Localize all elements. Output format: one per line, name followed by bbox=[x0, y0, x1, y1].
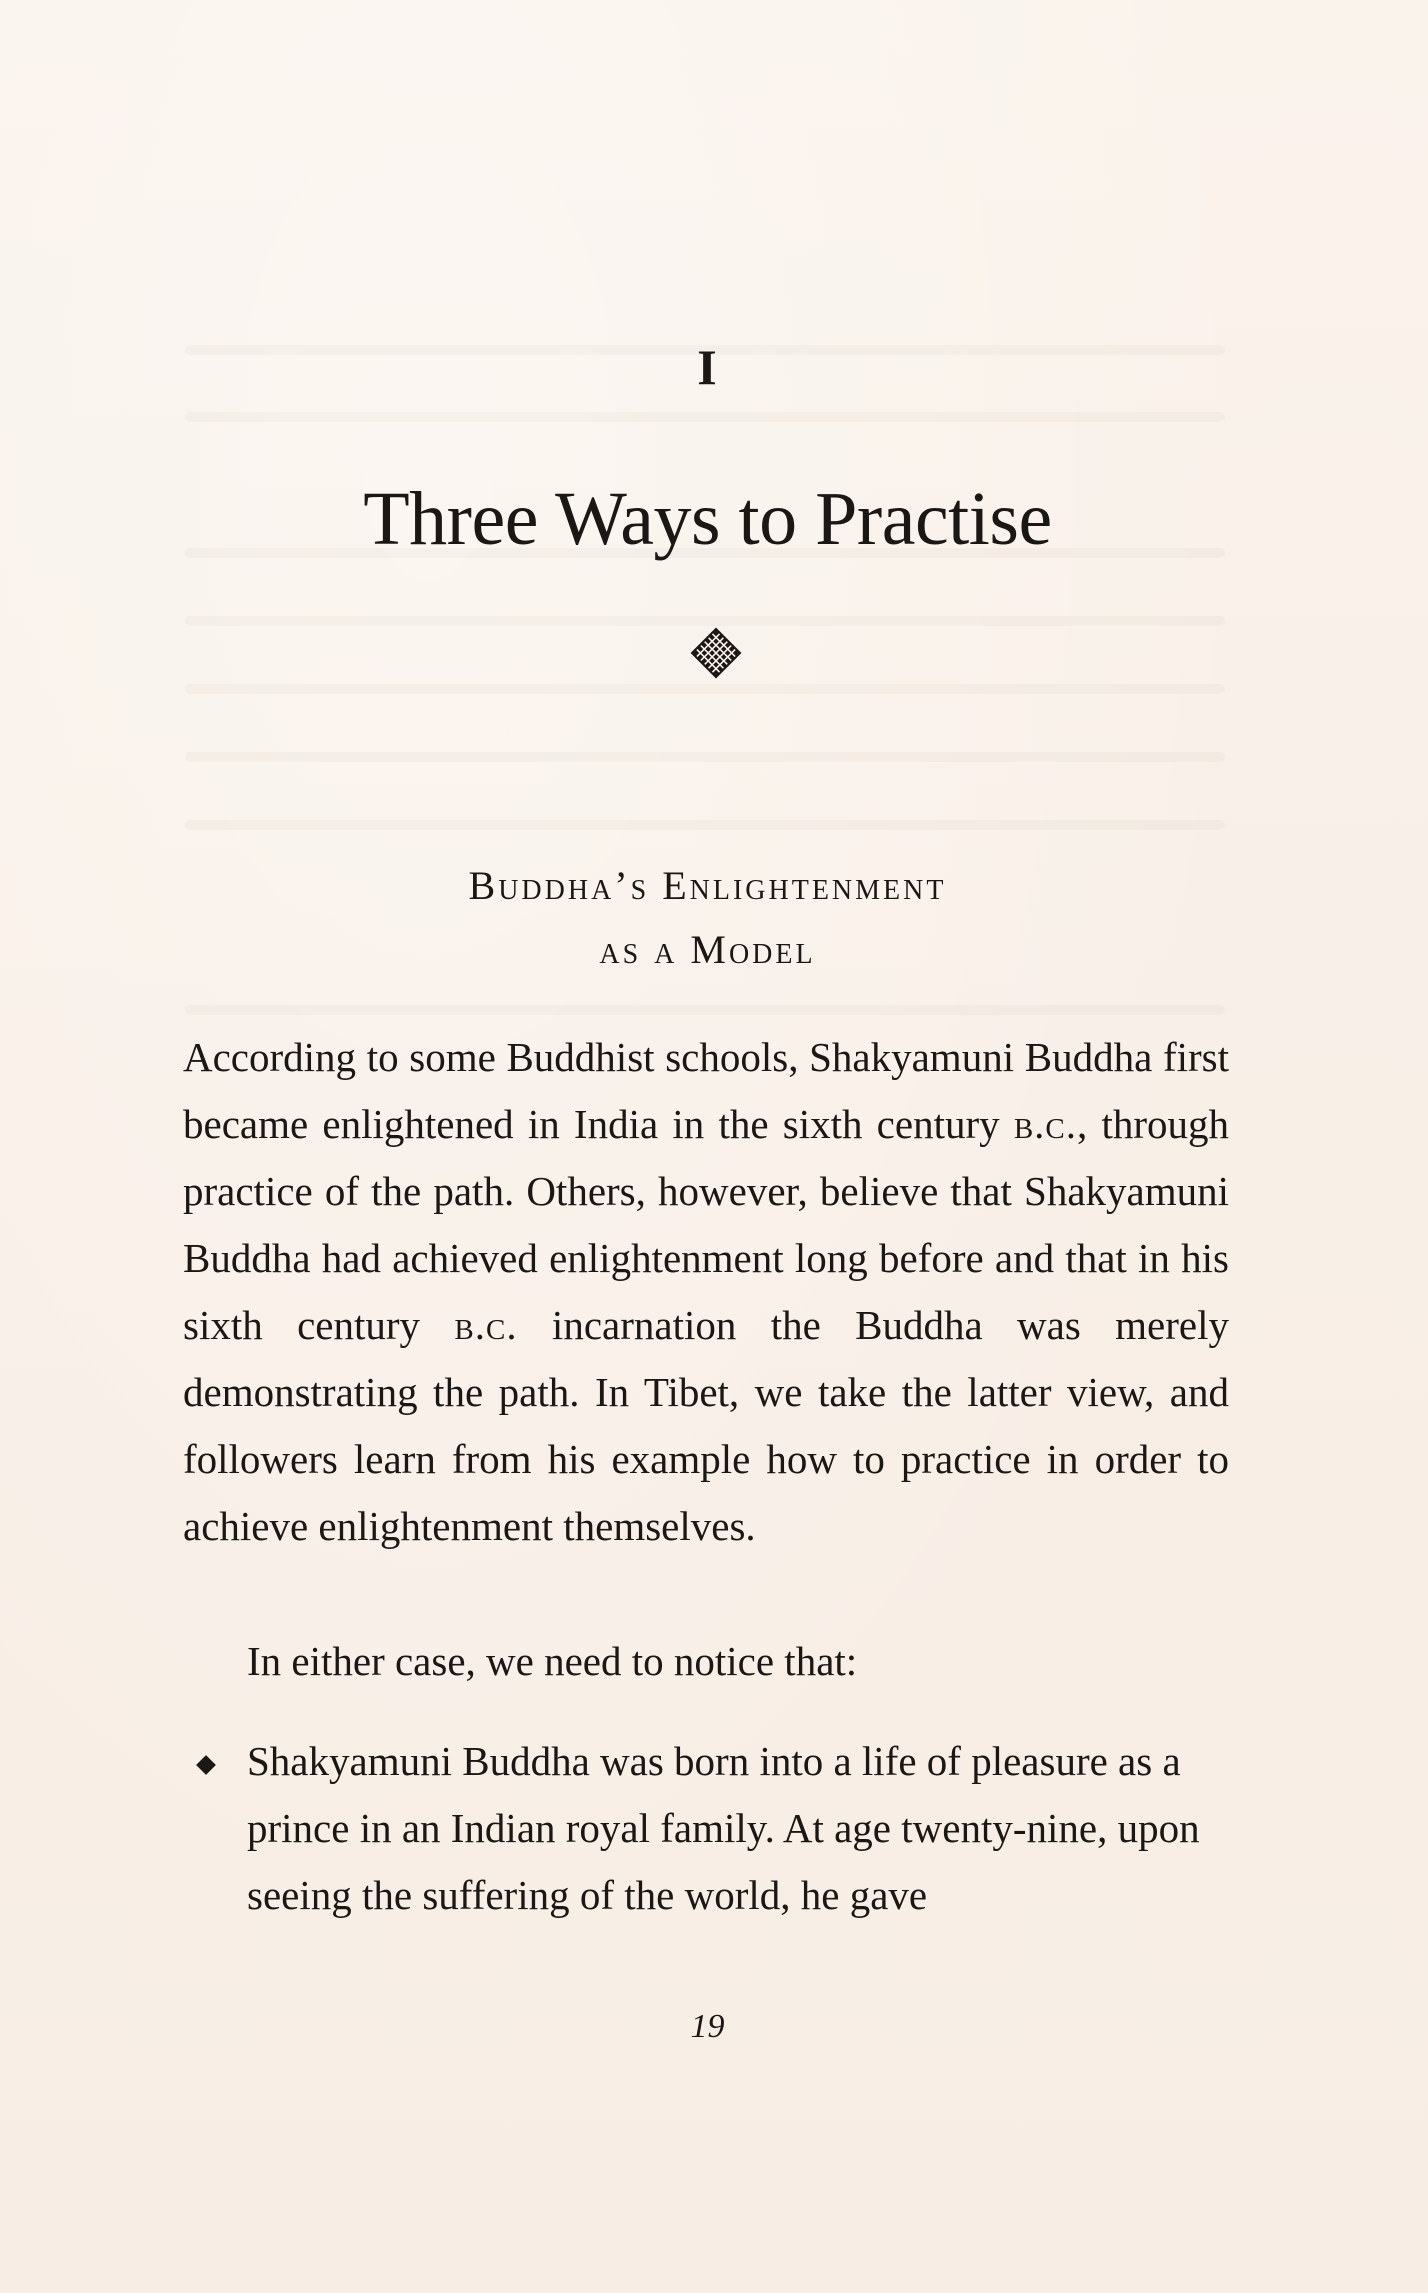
section-heading-line1: Buddha’s Enlightenment bbox=[468, 863, 947, 908]
body-paragraph: In either case, we need to notice that: bbox=[247, 1638, 858, 1684]
chapter-title: Three Ways to Practise bbox=[363, 477, 1052, 561]
era-abbreviation: b.c. bbox=[454, 1302, 518, 1348]
bleed-through-line bbox=[185, 1005, 1225, 1015]
bleed-through-line bbox=[185, 412, 1225, 422]
bleed-through-line bbox=[185, 752, 1225, 762]
section-heading-line2: as a Model bbox=[599, 927, 816, 972]
body-paragraph bbox=[183, 1024, 1229, 1560]
paragraph-text: , through practice of the path. Others, however, believe that Shakyamuni Buddha had achieved enlightenment long before and that in his sixth century bbox=[183, 1101, 1229, 1348]
bullet-text: Shakyamuni Buddha was born into a life of pleasure as a prince in an Indian royal family. At age twenty-nine, upon seeing the suffering of the world, he gave bbox=[247, 1738, 1200, 1918]
page-number: 19 bbox=[690, 2008, 725, 2045]
bleed-through-line bbox=[185, 616, 1225, 626]
chapter-number: I bbox=[697, 339, 718, 395]
bleed-through-line bbox=[185, 684, 1225, 694]
paragraph-text: According to some Buddhist schools, Shakyamuni Buddha first became enlightened in India in the sixth century bbox=[183, 1034, 1229, 1147]
endless-knot-icon bbox=[690, 627, 742, 679]
diamond-bullet-icon bbox=[196, 1755, 216, 1775]
bleed-through-line bbox=[185, 820, 1225, 830]
paragraph-text: incarnation the Buddha was merely demonstrating the path. In Tibet, we take the latter view, and followers learn from his example how to practice in order to achieve enlightenment themselves. bbox=[183, 1302, 1229, 1549]
era-abbreviation: b.c. bbox=[1013, 1101, 1077, 1147]
